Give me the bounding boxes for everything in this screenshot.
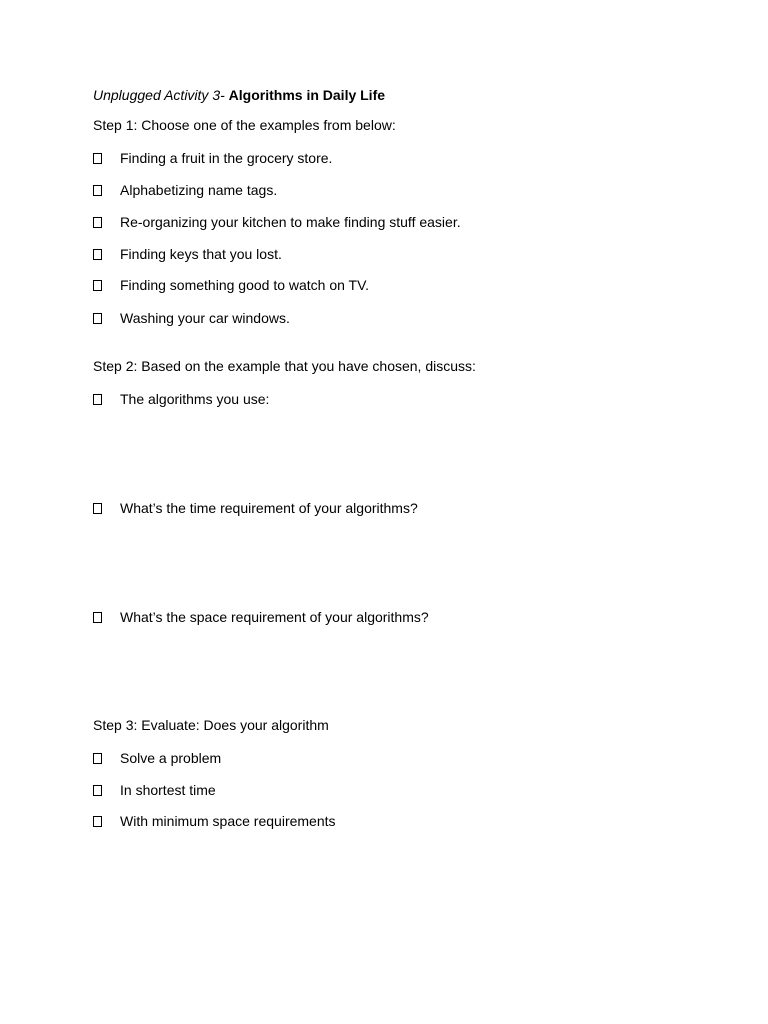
step1-item: Re-organizing your kitchen to make finding stuff easier. bbox=[120, 214, 461, 230]
step1-item: Finding a fruit in the grocery store. bbox=[120, 150, 333, 166]
checkbox-icon bbox=[93, 503, 102, 514]
step1-item: Finding something good to watch on TV. bbox=[120, 277, 370, 293]
step1-item: Alphabetizing name tags. bbox=[120, 182, 278, 198]
checkbox-icon bbox=[93, 313, 102, 324]
checkbox-icon bbox=[93, 785, 102, 796]
checkbox-icon bbox=[93, 280, 102, 291]
title-bold-part: Algorithms in Daily Life bbox=[228, 87, 386, 103]
step2-item: What’s the time requirement of your algorithms? bbox=[120, 500, 418, 516]
step1-item: Finding keys that you lost. bbox=[120, 246, 282, 262]
step2-heading: Step 2: Based on the example that you have chosen, discuss: bbox=[93, 358, 476, 374]
checkbox-icon bbox=[93, 394, 102, 405]
step1-heading: Step 1: Choose one of the examples from below: bbox=[93, 117, 396, 133]
step3-item: In shortest time bbox=[120, 782, 216, 798]
checkbox-icon bbox=[93, 153, 102, 164]
checkbox-icon bbox=[93, 816, 102, 827]
title-italic-part: Unplugged Activity 3- bbox=[93, 87, 225, 103]
step3-item: Solve a problem bbox=[120, 750, 222, 766]
step2-item: The algorithms you use: bbox=[120, 391, 270, 407]
checkbox-icon bbox=[93, 753, 102, 764]
checkbox-icon bbox=[93, 249, 102, 260]
step1-item: Washing your car windows. bbox=[120, 310, 290, 326]
step3-item: With minimum space requirements bbox=[120, 813, 336, 829]
document-title bbox=[93, 86, 385, 104]
checkbox-icon bbox=[93, 217, 102, 228]
checkbox-icon bbox=[93, 612, 102, 623]
checkbox-icon bbox=[93, 185, 102, 196]
step3-heading: Step 3: Evaluate: Does your algorithm bbox=[93, 717, 329, 733]
step2-item: What’s the space requirement of your algorithms? bbox=[120, 609, 429, 625]
